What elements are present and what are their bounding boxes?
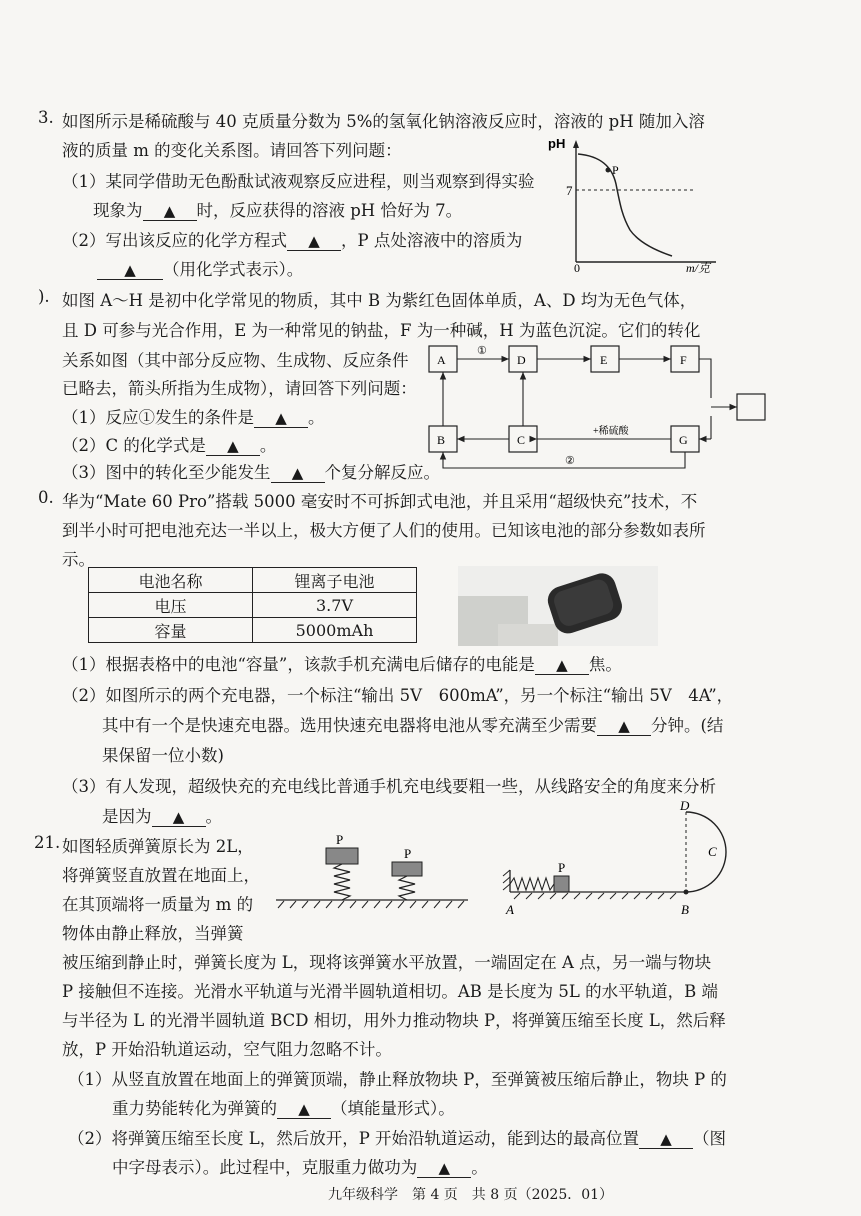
q21-part1-line1: （1）从竖直放置在地面上的弹簧顶端，静止释放物块 P，至弹簧被压缩后静止，物块 P 的	[68, 1070, 727, 1089]
answer-blank[interactable]: ▲	[597, 716, 651, 736]
reaction-2-label: ②	[565, 455, 575, 467]
answer-blank[interactable]: ▲	[417, 1158, 471, 1178]
block-p-label: P	[558, 860, 566, 875]
q20-number: 0.	[38, 488, 54, 507]
q20-stem-line3: 示。	[62, 550, 95, 569]
node-b-label: B	[437, 433, 446, 447]
block-p-label: P	[336, 832, 344, 847]
table-row	[89, 568, 417, 593]
q18-part2-line2: ▲ （用化学式表示）。	[97, 256, 303, 280]
answer-blank[interactable]: ▲	[277, 1099, 331, 1119]
point-b-label: B	[681, 902, 689, 917]
conversion-diagram	[425, 340, 825, 475]
q19-number: ).	[38, 287, 50, 306]
page-footer: 九年级科学 第 4 页 共 8 页（2025．01）	[328, 1187, 614, 1203]
node-g-label: G	[679, 433, 688, 447]
q18-stem-line1: 如图所示是稀硫酸与 40 克质量分数为 5%的氢氧化钠溶液反应时，溶液的 pH 随加入溶	[62, 112, 705, 131]
ph-tick-7: 7	[566, 183, 573, 198]
q18-part1-line2: 现象为 ▲ 时，反应获得的溶液 pH 恰好为 7。	[93, 201, 463, 220]
q19-stem-line4: 已略去，箭头所指为生成物），请回答下列问题：	[62, 379, 417, 398]
acid-label: +稀硫酸	[593, 426, 629, 437]
q21-line1: 如图轻质弹簧原长为 2L，	[62, 837, 254, 856]
table-cell: 电压	[89, 593, 253, 618]
table-cell: 容量	[89, 618, 253, 643]
table-row	[89, 618, 417, 643]
q20-stem-line2: 到半小时可把电池充达一半以上，极大方便了人们的使用。已知该电池的部分参数如表所	[62, 521, 706, 540]
table-cell: 锂离子电池	[253, 568, 417, 593]
q19-stem-line2: 且 D 可参与光合作用，E 为一种常见的钠盐，F 为一种碱，H 为蓝色沉淀。它们的转化	[62, 321, 701, 340]
q21-line4: 物体由静止释放，当弹簧	[62, 924, 244, 943]
q21-part1-line2: 重力势能转化为弹簧的 ▲ （填能量形式）。	[112, 1099, 455, 1118]
q21-line8: 放，P 开始沿轨道运动，空气阻力忽略不计。	[62, 1040, 392, 1059]
node-c-label: C	[517, 433, 526, 447]
answer-blank[interactable]: ▲	[535, 655, 589, 675]
q18-part1-line1: （1）某同学借助无色酚酞试液观察反应进程，则当观察到得实验	[62, 172, 535, 191]
q21-line2: 将弹簧竖直放置在地面上，	[62, 866, 260, 885]
answer-blank[interactable]: ▲	[639, 1129, 693, 1149]
point-c-label: C	[708, 844, 717, 859]
answer-blank[interactable]: ▲	[97, 260, 163, 280]
answer-blank[interactable]: ▲	[287, 231, 341, 251]
node-f-label: F	[680, 353, 687, 367]
table-cell: 3.7V	[253, 593, 417, 618]
q20-part2-line3: 果保留一位小数)	[102, 746, 224, 765]
answer-blank[interactable]: ▲	[271, 463, 325, 483]
q19-stem-line1: 如图 A～H 是初中化学常见的物质，其中 B 为紫红色固体单质，A、D 均为无色气体，	[62, 291, 697, 310]
node-a-label: A	[437, 353, 446, 367]
q18-part2-line1: （2）写出该反应的化学方程式 ▲ ，P 点处溶液中的溶质为	[62, 231, 523, 250]
q20-part2-line2: 其中有一个是快速充电器。选用快速充电器将电池从零充满至少需要 ▲ 分钟。(结	[102, 716, 724, 735]
table-cell: 电池名称	[89, 568, 253, 593]
ph-graph	[548, 134, 723, 274]
charger-photo	[458, 566, 658, 646]
table-row	[89, 593, 417, 618]
vertical-spring-figure	[268, 832, 473, 910]
origin-label: 0	[574, 261, 580, 274]
q19-part3: （3）图中的转化至少能发生 ▲ 个复分解反应。	[62, 463, 440, 482]
q21-line5: 被压缩到静止时，弹簧长度为 L，现将该弹簧水平放置，一端固定在 A 点，另一端与物块	[62, 953, 712, 972]
q19-stem-line3: 关系如图（其中部分反应物、生成物、反应条件	[62, 351, 409, 370]
q20-part1: （1）根据表格中的电池“容量”，该款手机充满电后储存的电能是 ▲ 焦。	[62, 655, 622, 674]
q21-line7: 与半径为 L 的光滑半圆轨道 BCD 相切，用外力推动物块 P，将弹簧压缩至长度 L，然后释	[62, 1011, 726, 1030]
answer-blank[interactable]: ▲	[254, 408, 308, 428]
node-d-label: D	[517, 353, 526, 367]
point-d-label: D	[680, 800, 690, 813]
q21-number: 21.	[34, 833, 61, 852]
q20-part3-line2: 是因为 ▲ 。	[102, 807, 222, 826]
q18-stem-line2: 液的质量 m 的变化关系图。请回答下列问题：	[62, 141, 402, 160]
q19-part1: （1）反应①发生的条件是 ▲ 。	[62, 408, 325, 427]
table-cell: 5000mAh	[253, 618, 417, 643]
battery-parameter-table	[88, 567, 417, 643]
answer-blank[interactable]: ▲	[143, 201, 197, 221]
q21-part2-line1: （2）将弹簧压缩至长度 L，然后放开，P 开始沿轨道运动，能到达的最高位置 ▲ （图	[68, 1129, 727, 1148]
mass-axis-label: m/克	[686, 261, 711, 274]
node-e-label: E	[600, 353, 608, 367]
ph-axis-label: pH	[548, 136, 566, 151]
q20-part3-line1: （3）有人发现，超级快充的充电线比普通手机充电线要粗一些，从线路安全的角度来分析	[62, 777, 716, 796]
point-p-label: P	[612, 163, 619, 177]
track-figure	[500, 800, 740, 930]
q18-number: 3.	[38, 108, 54, 127]
q20-stem-line1: 华为“Mate 60 Pro”搭载 5000 毫安时不可拆卸式电池，并且采用“超级快充”技术，不	[62, 492, 698, 511]
q21-line3: 在其顶端将一质量为 m 的	[62, 895, 254, 914]
reaction-1-label: ①	[477, 345, 487, 357]
point-a-label: A	[506, 902, 514, 917]
q21-part2-line2: 中字母表示）。此过程中，克服重力做功为 ▲ 。	[112, 1158, 488, 1177]
answer-blank[interactable]: ▲	[152, 807, 206, 827]
block-p-label: P	[404, 846, 412, 861]
q20-part2-line1: （2）如图所示的两个充电器，一个标注“输出 5V 600mA”，另一个标注“输出 5V 4A”，	[62, 686, 734, 705]
answer-blank[interactable]: ▲	[206, 436, 260, 456]
q21-line6: P 接触但不连接。光滑水平轨道与光滑半圆轨道相切。AB 是长度为 5L 的水平轨道，B 端	[62, 982, 718, 1001]
q19-part2: （2）C 的化学式是 ▲ 。	[62, 436, 277, 455]
